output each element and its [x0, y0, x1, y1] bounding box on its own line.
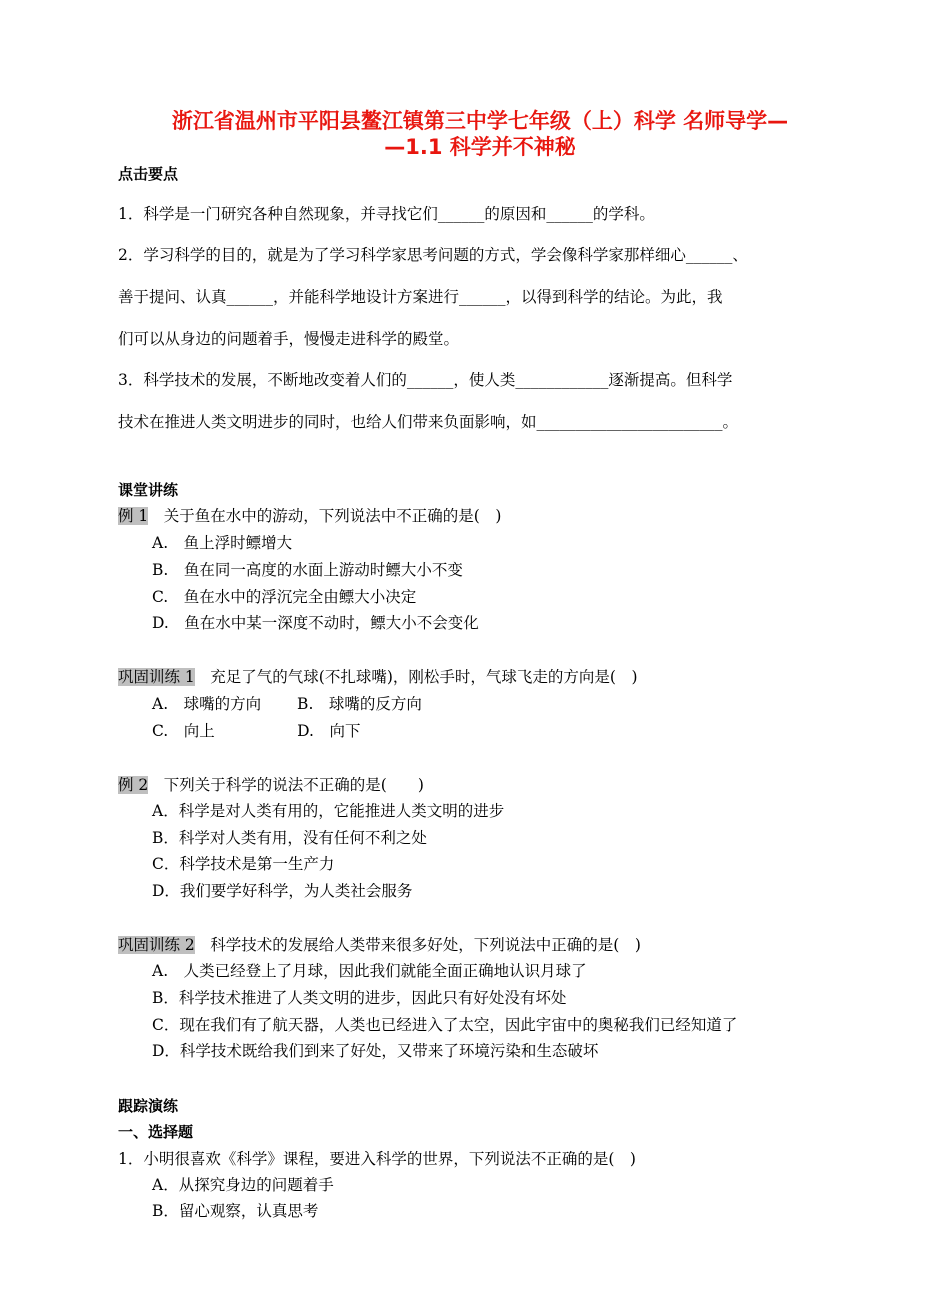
question-1-option-a: A．从探究身边的问题着手 [152, 1176, 334, 1194]
example-2-option-c: C．科学技术是第一生产力 [152, 855, 335, 873]
key-point-3-line1: 3．科学技术的发展，不断地改变着人们的______，使人类____________逐渐提高。但科学 [118, 371, 733, 389]
drill-1-question: 充足了气的气球(不扎球嘴)，刚松手时，气球飞走的方向是( ) [194, 668, 638, 686]
example-1-stem [118, 505, 501, 527]
example-2-option-d: D．我们要学好科学，为人类社会服务 [152, 882, 413, 900]
example-1-tag: 例 1 [118, 507, 149, 525]
key-points-heading: 点击要点 [118, 165, 179, 183]
drill-1-stem [118, 666, 638, 688]
example-1-question: 关于鱼在水中的游动，下列说法中不正确的是( ) [148, 507, 502, 525]
drill-2-tag: 巩固训练 2 [118, 936, 195, 954]
key-point-2-line3: 们可以从身边的问题着手，慢慢走进科学的殿堂。 [118, 330, 460, 348]
drill-1-options-row2: C. 向上 D. 向下 [152, 722, 361, 740]
drill-2-stem [118, 934, 641, 956]
question-1-stem: 1．小明很喜欢《科学》课程，要进入科学的世界，下列说法不正确的是( ) [118, 1150, 636, 1168]
followup-heading: 跟踪演练 [118, 1097, 179, 1115]
key-point-1: 1．科学是一门研究各种自然现象，并寻找它们______的原因和______的学科。 [118, 205, 655, 223]
key-point-3-line2: 技术在推进人类文明进步的同时，也给人们带来负面影响，如________________________。 [118, 413, 739, 431]
question-1-option-b: B．留心观察，认真思考 [152, 1202, 319, 1220]
drill-2-question: 科学技术的发展给人类带来很多好处，下列说法中正确的是( ) [194, 936, 641, 954]
example-1-option-c: C. 鱼在水中的浮沉完全由鳔大小决定 [152, 588, 417, 606]
example-2-option-b: B．科学对人类有用，没有任何不利之处 [152, 829, 427, 847]
key-point-2-line2: 善于提问、认真______，并能科学地设计方案进行______，以得到科学的结论。为此，我 [118, 288, 723, 306]
key-point-2-line1: 2．学习科学的目的，就是为了学习科学家思考问题的方式，学会像科学家那样细心______、 [118, 246, 748, 264]
drill-2-option-b: B．科学技术推进了人类文明的进步，因此只有好处没有坏处 [152, 989, 567, 1007]
classroom-heading: 课堂讲练 [118, 481, 179, 499]
example-2-option-a: A．科学是对人类有用的，它能推进人类文明的进步 [152, 802, 505, 820]
drill-2-option-d: D．科学技术既给我们到来了好处，又带来了环境污染和生态破坏 [152, 1042, 599, 1060]
example-2-question: 下列关于科学的说法不正确的是( ) [148, 776, 424, 794]
example-1-option-b: B. 鱼在同一高度的水面上游动时鳔大小不变 [152, 561, 463, 579]
example-2-tag: 例 2 [118, 776, 149, 794]
document-title-line1: 浙江省温州市平阳县鳌江镇第三中学七年级（上）科学 名师导学— [171, 109, 789, 133]
drill-2-option-c: C．现在我们有了航天器，人类也已经进入了太空，因此宇宙中的奥秘我们已经知道了 [152, 1016, 738, 1034]
multiple-choice-section-heading: 一、选择题 [118, 1123, 194, 1141]
drill-1-tag: 巩固训练 1 [118, 668, 195, 686]
example-1-option-a: A. 鱼上浮时鳔增大 [152, 534, 293, 552]
drill-2-option-a: A. 人类已经登上了月球，因此我们就能全面正确地认识月球了 [152, 962, 587, 980]
example-1-option-d: D. 鱼在水中某一深度不动时，鳔大小不会变化 [152, 614, 479, 632]
example-2-stem [118, 774, 424, 796]
document-title-line2: —1.1 科学并不神秘 [384, 135, 576, 159]
drill-1-options-row1: A. 球嘴的方向 B. 球嘴的反方向 [152, 695, 422, 713]
